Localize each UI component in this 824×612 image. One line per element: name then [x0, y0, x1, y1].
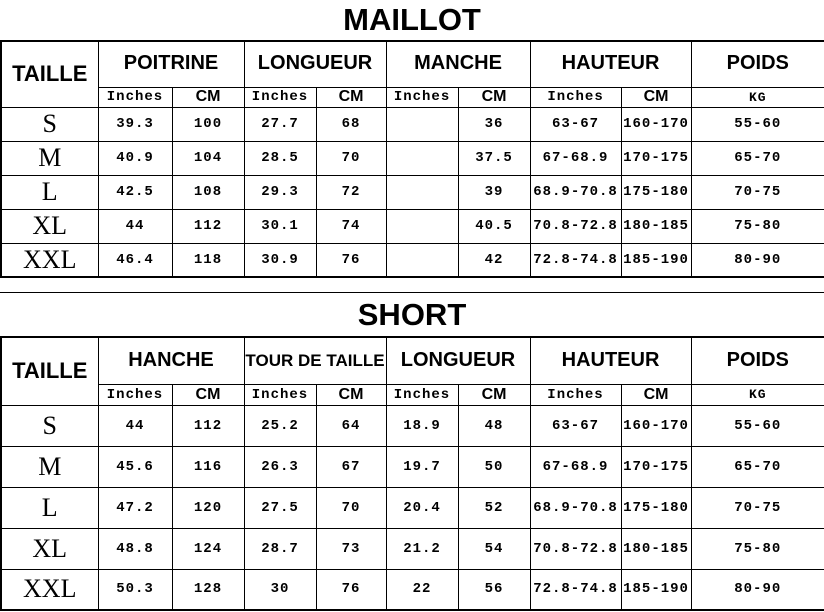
value-cell: 40.9	[98, 141, 172, 175]
maillot-table-title: MAILLOT	[343, 2, 481, 37]
value-cell: 73	[316, 528, 386, 569]
value-cell: 104	[172, 141, 244, 175]
value-cell: 112	[172, 209, 244, 243]
group-header-hanche: HANCHE	[98, 337, 244, 384]
value-cell: 74	[316, 209, 386, 243]
value-cell: 25.2	[244, 405, 316, 446]
value-cell: 175-180	[621, 175, 691, 209]
value-cell: 22	[386, 569, 458, 610]
table-row-size-m	[1, 141, 824, 175]
unit-header-inches: Inches	[98, 384, 172, 405]
value-cell: 68	[316, 107, 386, 141]
value-cell: 48.8	[98, 528, 172, 569]
value-cell: 36	[458, 107, 530, 141]
unit-header-cm: CM	[621, 384, 691, 405]
value-cell: 39	[458, 175, 530, 209]
group-header-hauteur: HAUTEUR	[530, 337, 691, 384]
value-cell: 64	[316, 405, 386, 446]
value-cell: 42.5	[98, 175, 172, 209]
value-cell: 180-185	[621, 209, 691, 243]
unit-header-inches: Inches	[530, 87, 621, 107]
size-label: XL	[1, 528, 98, 569]
value-cell: 65-70	[691, 141, 824, 175]
unit-header-inches: Inches	[386, 384, 458, 405]
value-cell	[386, 175, 458, 209]
size-label: S	[1, 107, 98, 141]
size-label: XXL	[1, 569, 98, 610]
value-cell: 160-170	[621, 107, 691, 141]
value-cell: 27.5	[244, 487, 316, 528]
value-cell: 26.3	[244, 446, 316, 487]
value-cell: 170-175	[621, 446, 691, 487]
group-header-poitrine: POITRINE	[98, 41, 244, 87]
size-label: M	[1, 141, 98, 175]
value-cell: 112	[172, 405, 244, 446]
value-cell: 29.3	[244, 175, 316, 209]
value-cell: 47.2	[98, 487, 172, 528]
value-cell: 118	[172, 243, 244, 277]
value-cell: 108	[172, 175, 244, 209]
value-cell: 30	[244, 569, 316, 610]
value-cell: 80-90	[691, 243, 824, 277]
value-cell: 30.9	[244, 243, 316, 277]
value-cell: 68.9-70.8	[530, 487, 621, 528]
value-cell: 124	[172, 528, 244, 569]
value-cell: 70-75	[691, 487, 824, 528]
group-header-longueur: LONGUEUR	[244, 41, 386, 87]
value-cell: 120	[172, 487, 244, 528]
value-cell: 70-75	[691, 175, 824, 209]
table-row-size-s	[1, 405, 824, 446]
value-cell: 68.9-70.8	[530, 175, 621, 209]
value-cell: 72.8-74.8	[530, 243, 621, 277]
value-cell: 37.5	[458, 141, 530, 175]
value-cell: 45.6	[98, 446, 172, 487]
value-cell: 128	[172, 569, 244, 610]
value-cell: 160-170	[621, 405, 691, 446]
group-header-longueur: LONGUEUR	[386, 337, 530, 384]
value-cell: 27.7	[244, 107, 316, 141]
size-label: S	[1, 405, 98, 446]
value-cell	[386, 107, 458, 141]
value-cell: 20.4	[386, 487, 458, 528]
group-header-manche: MANCHE	[386, 41, 530, 87]
value-cell: 65-70	[691, 446, 824, 487]
value-cell: 52	[458, 487, 530, 528]
value-cell: 75-80	[691, 209, 824, 243]
value-cell: 72.8-74.8	[530, 569, 621, 610]
group-header-hauteur: HAUTEUR	[530, 41, 691, 87]
value-cell	[386, 209, 458, 243]
value-cell: 70.8-72.8	[530, 209, 621, 243]
value-cell: 76	[316, 243, 386, 277]
value-cell: 28.5	[244, 141, 316, 175]
value-cell: 19.7	[386, 446, 458, 487]
unit-header-cm: CM	[172, 87, 244, 107]
unit-header-inches: Inches	[386, 87, 458, 107]
value-cell	[386, 141, 458, 175]
value-cell: 67-68.9	[530, 141, 621, 175]
size-label: XL	[1, 209, 98, 243]
group-header-poids: POIDS	[691, 41, 824, 87]
value-cell: 44	[98, 405, 172, 446]
unit-header-inches: Inches	[98, 87, 172, 107]
value-cell: 72	[316, 175, 386, 209]
value-cell: 42	[458, 243, 530, 277]
value-cell: 70	[316, 487, 386, 528]
short-table-title: SHORT	[357, 297, 467, 332]
table-row-size-xxl	[1, 569, 824, 610]
unit-header-inches: Inches	[244, 87, 316, 107]
value-cell: 75-80	[691, 528, 824, 569]
value-cell	[386, 243, 458, 277]
maillot-size-table	[0, 40, 824, 278]
value-cell: 21.2	[386, 528, 458, 569]
value-cell: 18.9	[386, 405, 458, 446]
value-cell: 185-190	[621, 243, 691, 277]
value-cell: 28.7	[244, 528, 316, 569]
group-header-tour-de-taille: TOUR DE TAILLE	[244, 337, 386, 384]
value-cell: 63-67	[530, 107, 621, 141]
size-label: XXL	[1, 243, 98, 277]
unit-header-cm: CM	[172, 384, 244, 405]
table-row-size-s	[1, 107, 824, 141]
unit-header-inches: Inches	[244, 384, 316, 405]
short-size-table	[0, 336, 824, 611]
table-row-size-l	[1, 487, 824, 528]
unit-header-inches: Inches	[530, 384, 621, 405]
table-row-size-xxl	[1, 243, 824, 277]
unit-header-cm: CM	[458, 87, 530, 107]
value-cell: 70	[316, 141, 386, 175]
table-divider	[0, 278, 824, 293]
value-cell: 46.4	[98, 243, 172, 277]
size-label: M	[1, 446, 98, 487]
value-cell: 50	[458, 446, 530, 487]
unit-header-kg: KG	[691, 87, 824, 107]
unit-header-cm: CM	[316, 384, 386, 405]
value-cell: 54	[458, 528, 530, 569]
value-cell: 40.5	[458, 209, 530, 243]
value-cell: 170-175	[621, 141, 691, 175]
value-cell: 63-67	[530, 405, 621, 446]
unit-header-cm: CM	[621, 87, 691, 107]
unit-header-cm: CM	[458, 384, 530, 405]
table-row-size-l	[1, 175, 824, 209]
corner-header-taille: TAILLE	[1, 337, 98, 405]
unit-header-kg: KG	[691, 384, 824, 405]
value-cell: 185-190	[621, 569, 691, 610]
size-label: L	[1, 175, 98, 209]
corner-header-taille: TAILLE	[1, 41, 98, 107]
table-row-size-m	[1, 446, 824, 487]
group-header-poids: POIDS	[691, 337, 824, 384]
size-label: L	[1, 487, 98, 528]
value-cell: 44	[98, 209, 172, 243]
value-cell: 180-185	[621, 528, 691, 569]
value-cell: 67-68.9	[530, 446, 621, 487]
value-cell: 80-90	[691, 569, 824, 610]
value-cell: 116	[172, 446, 244, 487]
value-cell: 55-60	[691, 405, 824, 446]
table-row-size-xl	[1, 209, 824, 243]
value-cell: 56	[458, 569, 530, 610]
value-cell: 39.3	[98, 107, 172, 141]
value-cell: 48	[458, 405, 530, 446]
value-cell: 100	[172, 107, 244, 141]
value-cell: 50.3	[98, 569, 172, 610]
value-cell: 55-60	[691, 107, 824, 141]
value-cell: 76	[316, 569, 386, 610]
unit-header-cm: CM	[316, 87, 386, 107]
value-cell: 175-180	[621, 487, 691, 528]
table-row-size-xl	[1, 528, 824, 569]
value-cell: 30.1	[244, 209, 316, 243]
value-cell: 70.8-72.8	[530, 528, 621, 569]
value-cell: 67	[316, 446, 386, 487]
